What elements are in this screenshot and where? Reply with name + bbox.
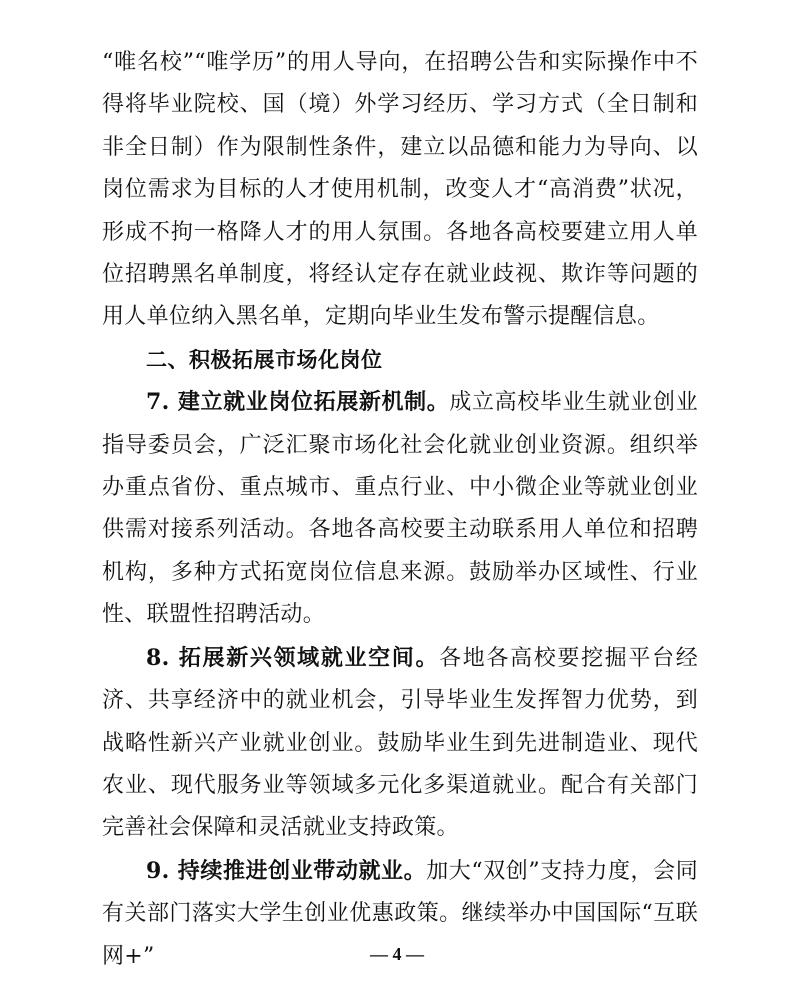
item-8-body: 各地各高校要挖掘平台经济、共享经济中的就业机会，引导毕业生发挥智力优势，到战略性新兴产业就业创业。鼓励毕业生到先进制造业、现代农业、现代服务业等领域多元化多渠道就业。配合有关部门完善社会保障和灵活就业支持政策。	[102, 645, 698, 841]
page-number: — 4 —	[370, 944, 424, 964]
item-7-body: 成立高校毕业生就业创业指导委员会，广泛汇聚市场化社会化就业创业资源。组织举办重点省份、重点城市、重点行业、中小微企业等就业创业供需对接系列活动。各地各高校要主动联系用人单位和招聘机构，多种方式拓宽岗位信息来源。鼓励举办区域性、行业性、联盟性招聘活动。	[102, 390, 698, 628]
item-7-lead: 7. 建立就业岗位拓展新机制。	[146, 389, 450, 416]
item-paragraph-8	[102, 637, 698, 850]
item-9-lead: 9. 持续推进创业带动就业。	[146, 857, 427, 884]
paragraph-continuation: “唯名校”“唯学历”的用人导向，在招聘公告和实际操作中不得将毕业院校、国（境）外学习经历、学习方式（全日制和非全日制）作为限制性条件，建立以品德和能力为导向、以岗位需求为目标的人才使用机制，改变人才“高消费”状况，形成不拘一格降人才的用人氛围。各地各高校要建立用人单位招聘黑名单制度，将经认定存在就业歧视、欺诈等问题的用人单位纳入黑名单，定期向毕业生发布警示提醒信息。	[102, 50, 698, 330]
item-9-body: 加大“双创”支持力度，会同有关部门落实大学生创业优惠政策。继续举办中国国际“互联网+”	[102, 858, 698, 969]
document-page	[102, 42, 698, 978]
item-paragraph-7	[102, 381, 698, 636]
section-heading: 二、积极拓展市场化岗位	[146, 347, 383, 372]
item-8-lead: 8. 拓展新兴领域就业空间。	[146, 644, 440, 671]
